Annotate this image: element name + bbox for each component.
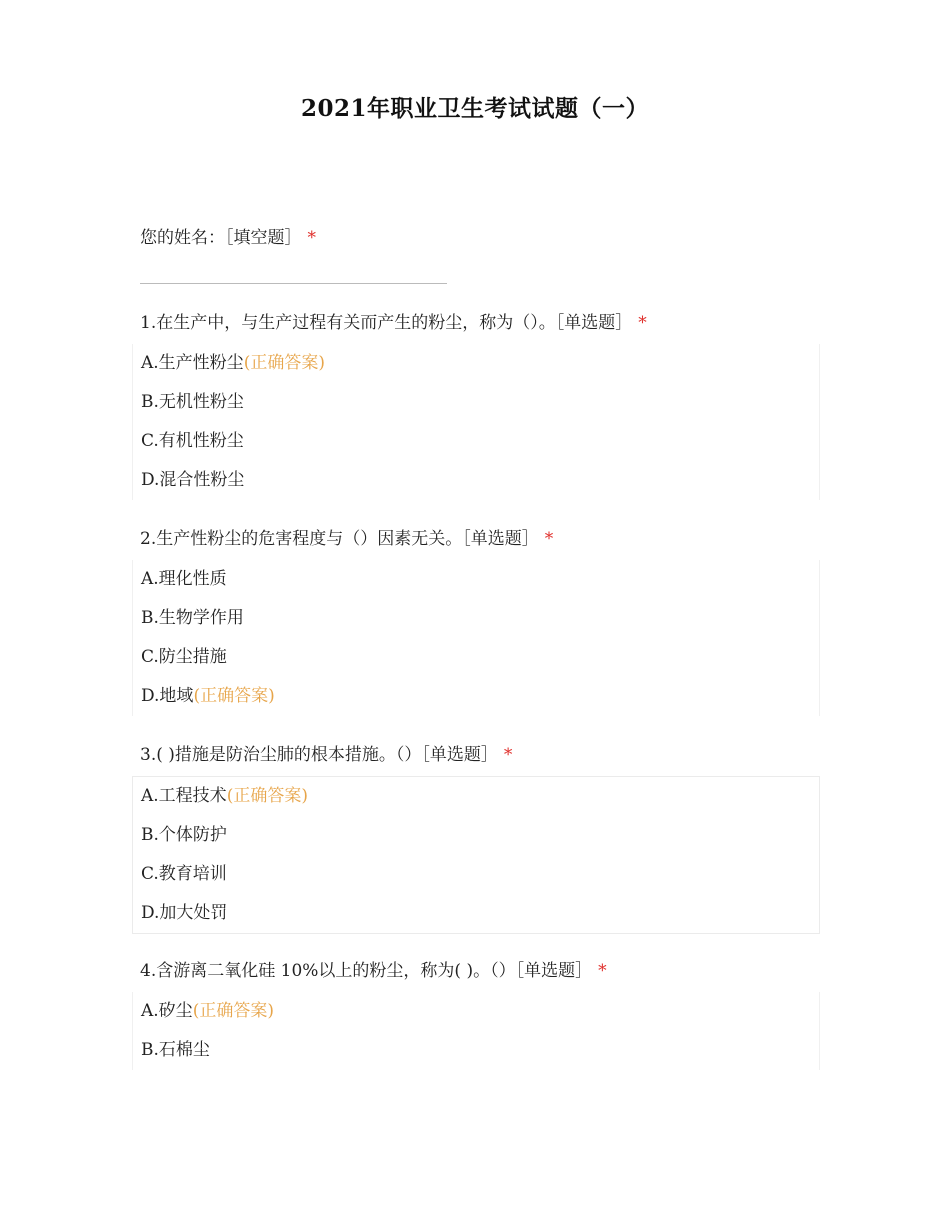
option-label: B.生物学作用: [141, 608, 244, 628]
option-label: A.矽尘: [141, 1001, 193, 1021]
option-a[interactable]: [133, 560, 819, 599]
option-label: D.混合性粉尘: [141, 470, 245, 490]
correct-answer-tag: (正确答案): [226, 786, 308, 806]
option-label: A.工程技术: [141, 786, 227, 806]
question-1-options: [132, 344, 820, 500]
question-text: 1.在生产中，与生产过程有关而产生的粉尘，称为（）。［单选题］: [140, 313, 633, 333]
option-c[interactable]: [133, 855, 819, 894]
option-label: C.教育培训: [141, 864, 227, 884]
option-a[interactable]: [133, 777, 819, 816]
option-label: A.理化性质: [141, 569, 227, 589]
option-c[interactable]: [133, 638, 819, 677]
option-b[interactable]: [133, 383, 819, 422]
required-mark: *: [598, 961, 607, 981]
question-text: 3.( )措施是防治尘肺的根本措施。（）［单选题］: [140, 745, 498, 765]
option-label: B.石棉尘: [141, 1040, 210, 1060]
question-text: 2.生产性粉尘的危害程度与（）因素无关。［单选题］: [140, 529, 539, 549]
question-1: [140, 308, 647, 333]
question-4: [140, 956, 607, 981]
required-mark: *: [307, 228, 316, 248]
name-answer-line[interactable]: [140, 283, 447, 284]
question-3: [140, 740, 512, 765]
correct-answer-tag: (正确答案): [243, 353, 325, 373]
required-mark: *: [638, 313, 647, 333]
required-mark: *: [544, 529, 554, 549]
question-4-options: [132, 992, 820, 1070]
name-question-text: 您的姓名：［填空题］: [140, 228, 302, 248]
option-label: C.有机性粉尘: [141, 431, 244, 451]
question-2-options: [132, 560, 820, 716]
option-label: B.个体防护: [141, 825, 227, 845]
option-label: A.生产性粉尘: [141, 353, 244, 373]
option-a[interactable]: [133, 992, 819, 1031]
correct-answer-tag: (正确答案): [193, 686, 275, 706]
option-d[interactable]: [133, 894, 819, 933]
question-text: 4.含游离二氧化硅 10%以上的粉尘，称为( )。（）［单选题］: [140, 961, 593, 981]
option-a[interactable]: [133, 344, 819, 383]
correct-answer-tag: (正确答案): [192, 1001, 274, 1021]
page-title: 2021年职业卫生考试试题（一）: [300, 95, 649, 122]
option-label: B.无机性粉尘: [141, 392, 244, 412]
option-d[interactable]: [133, 677, 819, 716]
option-label: C.防尘措施: [141, 647, 227, 667]
question-3-options: [132, 776, 820, 934]
question-2: [140, 524, 553, 549]
required-mark: *: [503, 745, 513, 765]
option-b[interactable]: [133, 599, 819, 638]
name-question: [140, 223, 316, 248]
option-b[interactable]: [133, 816, 819, 855]
option-b[interactable]: [133, 1031, 819, 1070]
option-c[interactable]: [133, 422, 819, 461]
option-label: D.加大处罚: [141, 903, 228, 923]
option-d[interactable]: [133, 461, 819, 500]
option-label: D.地域: [141, 686, 194, 706]
